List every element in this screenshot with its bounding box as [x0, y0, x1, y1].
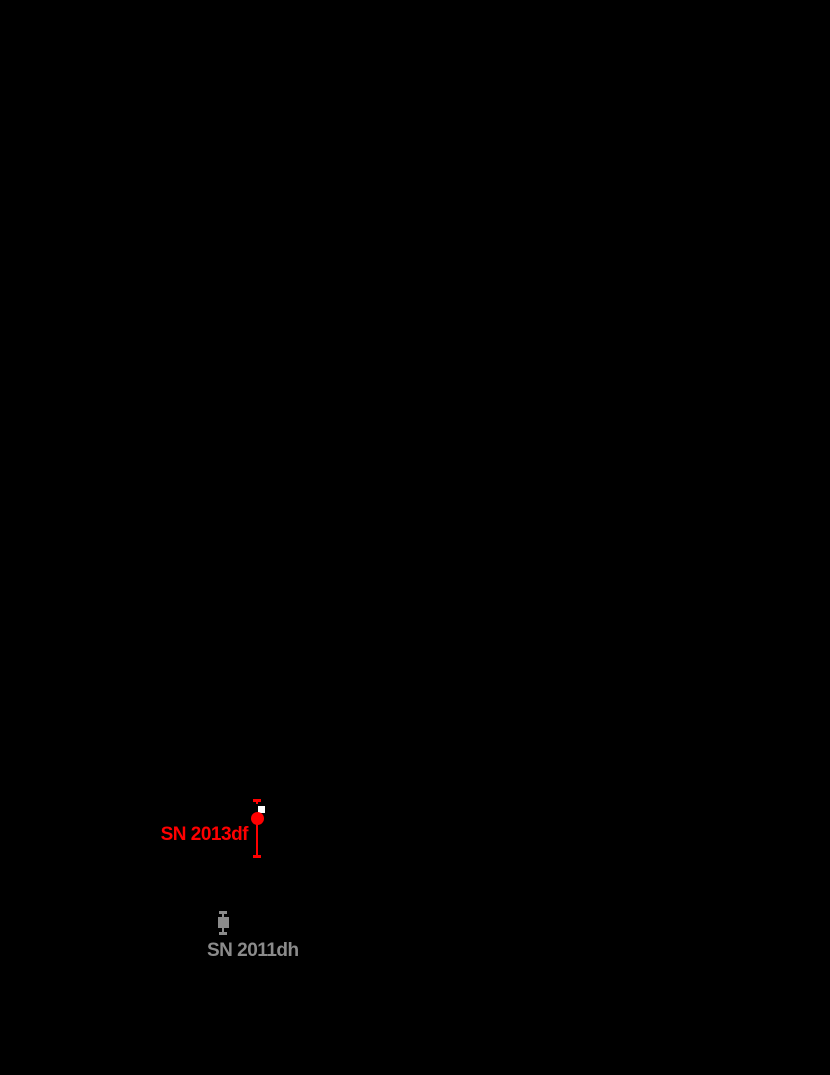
sn2011dh-error-cap-top: [219, 911, 227, 914]
sn2013df-label: SN 2013df: [160, 824, 248, 845]
sn2013df-error-cap-top: [253, 799, 261, 802]
sn2013df-marker: [251, 812, 264, 825]
sn2013df-error-cap-bottom: [253, 855, 261, 858]
sn2011dh-marker: [218, 917, 229, 928]
sn2011dh-error-cap-bottom: [219, 932, 227, 935]
sn2011dh-label: SN 2011dh: [207, 940, 299, 961]
